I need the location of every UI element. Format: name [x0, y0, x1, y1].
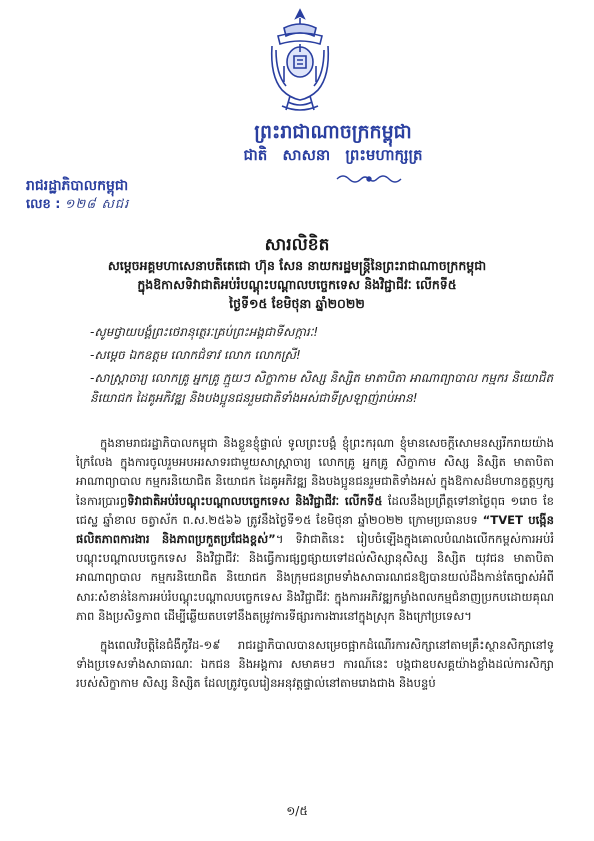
salutations — [90, 322, 564, 411]
paragraph-1-text-a: ក្នុងនាមរាជរដ្ឋាភិបាលកម្ពុជា និងខ្លួនខ្ញុំផ្ទាល់ ទូលព្រះបង្គំ ខ្ញុំព្រះករុណា ខ្ញុំមានសេចក្តីសោមនស្សរីករាយយ៉ាងក្រៃលែង ក្នុងការចូលរួមអបអរសាទរជាមួយសាស្ត្រាចារ្យ លោកគ្រូ អ្នកគ្រូ សិក្ខាកាម សិស្ស និស្សិត មាតាបិតា អាណាព្យាបាល កម្មករនិយោជិត និយោជក ដៃគូអភិវឌ្ឍ និងបងប្អូនជនរួមជាតិទាំងអស់ ក្នុងឱកាសដ៏មហានក្ខត្តឫក្សនៃការប្រារព្ធ — [76, 436, 554, 508]
salutation-item: -សូមថ្វាយបង្គំព្រះថេរានុត្ថេរៈគ្រប់ព្រះអង្គជាទីសក្ការៈ! — [90, 325, 319, 339]
kingdom-name: ព្រះរាជាណាចក្រកម្ពុជា — [254, 121, 412, 143]
reference-number — [26, 196, 129, 215]
title-line-3: ថ្ងៃទី១៥ ខែមិថុនា ឆ្នាំ២០២២ — [229, 296, 365, 311]
salutation-item: -សាស្ត្រាចារ្យ លោកគ្រូ អ្នកគ្រូ ក្មួយៗ សិក្ខាកាម សិស្ស និស្សិត មាតាបិតា អាណាព្យាបាល កម្មករ និយោជិត និយោជក ដៃគូអភិវឌ្ឍ និងបងប្អូនជនរួមជាតិទាំងអស់ជាទីស្រឡាញ់រាប់អាន! — [90, 371, 554, 405]
kingdom-header — [0, 120, 594, 166]
paragraph-2: ក្នុងពេលវិបត្តិនៃជំងឺកូវីដ-១៩ រាជរដ្ឋាភិបាលបានសម្រេចផ្អាកដំណើរការសិក្សានៅតាមគ្រឹះស្ថានសិក្សានៅទូទាំងប្រទេសទាំងសាធារណៈ ឯកជន និងអង្គការ សមាគមៗ ការណ៍នេះ បង្កជាឧបសគ្គយ៉ាងខ្លាំងដល់ការសិក្សារបស់សិក្ខាកាម សិស្ស និស្សិត ដែលត្រូវចូលរៀនអនុវត្តផ្ទាល់នៅតាមរោងជាង និងបន្ទប់ — [76, 638, 554, 691]
paragraph-1-event-name: ទិវាជាតិអប់រំបណ្តុះបណ្តាលបច្ចេកទេស និងវិជ្ជាជីវៈ លើកទី៥ — [127, 493, 383, 508]
title-block — [20, 234, 574, 313]
document-type: សារលិខិត — [264, 235, 330, 255]
reference-label: លេខ : — [26, 197, 61, 212]
page-number: ១/៥ — [286, 804, 308, 818]
paragraph-1 — [76, 434, 554, 626]
government-name: រាជរដ្ឋាភិបាលកម្ពុជា — [26, 178, 129, 194]
letter-body — [76, 434, 554, 704]
reference-value: ១២៨ សជរ — [64, 197, 130, 212]
tacteing-ornament-icon — [333, 172, 405, 186]
paragraph-1-text-c: ។ ទិវាជាតិនេះ រៀបចំឡើងក្នុងគោលបំណងលើកកម្ពស់ការអប់រំបណ្តុះបណ្តាលបច្ចេកទេស និងវិជ្ជាជីវៈ និងធ្វើការផ្សព្វផ្សាយទៅដល់សិស្សានុសិស្ស និស្សិត យុវជន មាតាបិតា អាណាព្យាបាល កម្មករនិយោជិត និយោជក និងក្រុមជនព្រមទាំងសាធារណជនឱ្យបានយល់ដឹងកាន់តែច្បាស់អំពីសារៈសំខាន់នៃការអប់រំបណ្តុះបណ្តាលបច្ចេកទេស និងវិជ្ជាជីវៈ ក្នុងការអភិវឌ្ឍកម្លាំងពលកម្មជំនាញប្រកបដោយគុណភាព និងប្រសិទ្ធភាព ដើម្បីឆ្លើយតបទៅនឹងតម្រូវការទីផ្សារការងារនៅក្នុងស្រុក និងក្រៅប្រទេស។ — [76, 532, 555, 623]
salutation-item: -សម្តេច ឯកឧត្តម លោកជំទាវ លោក លោកស្រី! — [90, 348, 301, 362]
royal-coat-of-arms-icon — [264, 6, 336, 118]
paragraph-1-theme: “TVET បង្កើនផលិតភាពការងារ និងភាពប្រកួតប្រជែងខ្ពស់” — [76, 512, 554, 547]
national-motto: ជាតិ សាសនា ព្រះមហាក្សត្រ — [243, 146, 423, 164]
paragraph-1-text-b: ដែលនឹងប្រព្រឹត្តទៅនាថ្ងៃពុធ ១រោច ខែជេស្ឋ ឆ្នាំខាល ចត្វាស័ក ព.ស.២៥៦៦ ត្រូវនឹងថ្ងៃទី១៥ ខែមិថុនា ឆ្នាំ២០២២ ក្រោមប្រធានបទ — [76, 493, 554, 527]
title-line-1: សម្តេចអគ្គមហាសេនាបតីតេជោ ហ៊ុន សែន នាយករដ្ឋមន្ត្រីនៃព្រះរាជាណាចក្រកម្ពុជា — [107, 258, 487, 273]
title-line-2: ក្នុងឱកាសទិវាជាតិអប់រំបណ្តុះបណ្តាលបច្ចេកទេស និងវិជ្ជាជីវៈ លើកទី៥ — [137, 277, 457, 292]
